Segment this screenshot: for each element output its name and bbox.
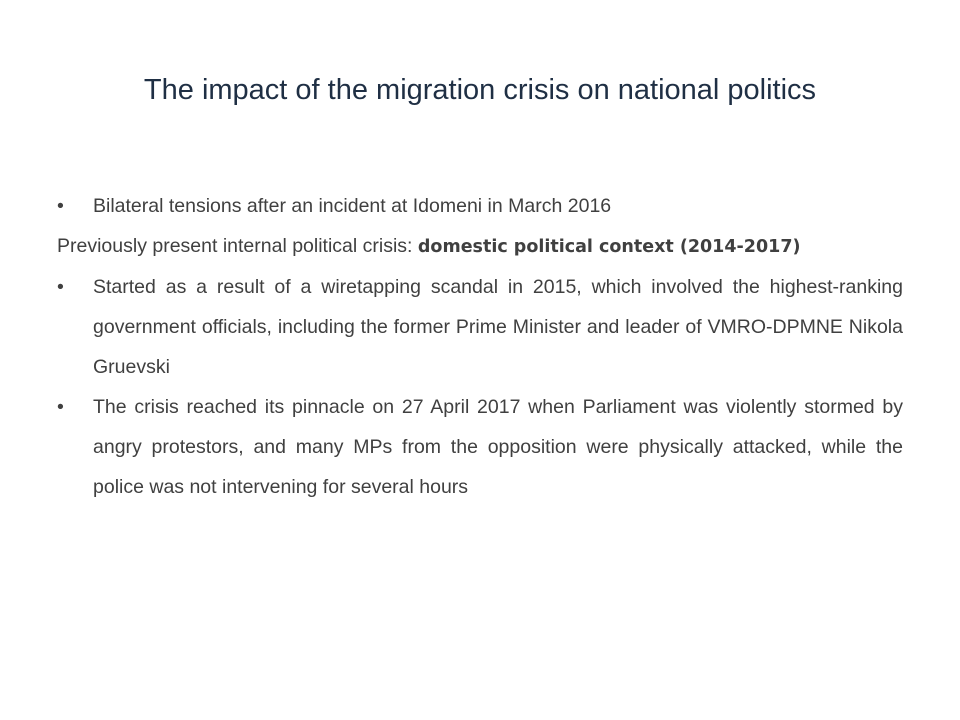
slide-title: The impact of the migration crisis on national politics [143,74,817,106]
bullet-item-parliament [57,387,903,507]
bullet-text: Bilateral tensions after an incident at Idomeni in March 2016 [93,195,612,217]
slide-body [57,186,903,507]
bullet-item-idomeni [57,186,903,226]
context-emphasis: domestic political context (2014-2017) [417,237,801,257]
context-line [57,226,903,267]
bullet-text: Started as a result of a wiretapping scandal in 2015, which involved the highest-ranking government officials, including the former Prime Minister and leader of VMRO-DPMNE Nikola Gruevski [93,276,903,378]
bullet-item-wiretapping [57,267,903,387]
bullet-icon: • [57,195,64,217]
bullet-icon: • [57,396,64,418]
context-text: Previously present internal political crisis: [57,235,418,257]
bullet-icon: • [57,276,64,298]
bullet-text: The crisis reached its pinnacle on 27 April 2017 when Parliament was violently stormed by angry protestors, and many MPs from the opposition were physically attacked, while the police was not intervening for several hours [93,396,903,498]
